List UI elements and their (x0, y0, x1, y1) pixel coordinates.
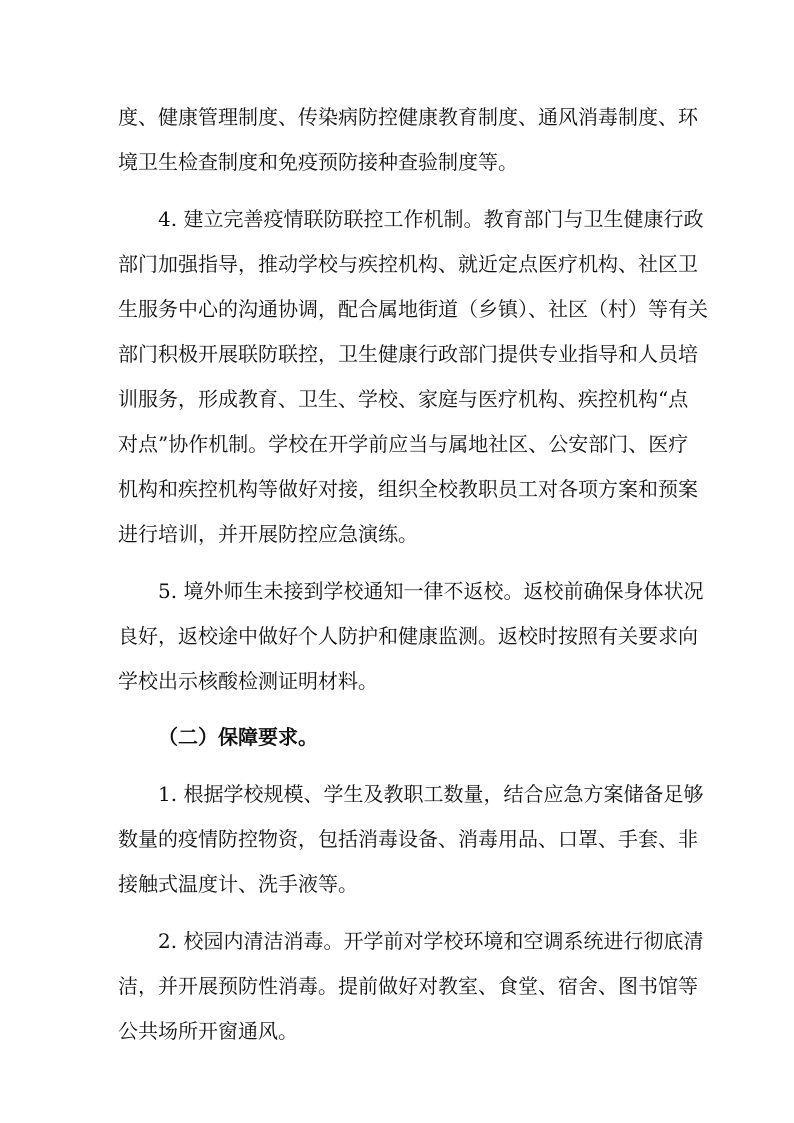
paragraph-line: 境卫生检查制度和免疫预防接种查验制度等。 (118, 150, 518, 174)
paragraph-line: 1. 根据学校规模、学生及教职工数量，结合应急方案储备足够 (158, 782, 704, 806)
paragraph-line: 度、健康管理制度、传染病防控健康教育制度、通风消毒制度、环 (118, 105, 698, 129)
paragraph-line: 洁，并开展预防性消毒。提前做好对教室、食堂、宿舍、图书馆等 (118, 974, 698, 998)
paragraph-line: 2. 校园内清洁消毒。开学前对学校环境和空调系统进行彻底清 (158, 929, 704, 953)
paragraph-line: 良好，返校途中做好个人防护和健康监测。返校时按照有关要求向 (118, 624, 698, 648)
paragraph-line: 进行培训，并开展防控应急演练。 (118, 522, 418, 546)
paragraph-line: 4. 建立完善疫情联防联控工作机制。教育部门与卫生健康行政 (158, 207, 704, 231)
paragraph-line: 学校出示核酸检测证明材料。 (118, 669, 378, 693)
paragraph-line: 部门加强指导，推动学校与疾控机构、就近定点医疗机构、社区卫 (118, 252, 698, 276)
paragraph-line: 接触式温度计、洗手液等。 (118, 872, 358, 896)
section-heading: （二）保障要求。 (158, 725, 318, 749)
paragraph-line: 对点”协作机制。学校在开学前应当与属地社区、公安部门、医疗 (118, 432, 689, 456)
paragraph-line: 部门积极开展联防联控，卫生健康行政部门提供专业指导和人员培 (118, 342, 698, 366)
paragraph-line: 公共场所开窗通风。 (118, 1019, 298, 1043)
paragraph-line: 数量的疫情防控物资，包括消毒设备、消毒用品、口罩、手套、非 (118, 827, 698, 851)
paragraph-line: 机构和疾控机构等做好对接，组织全校教职员工对各项方案和预案 (118, 477, 698, 501)
paragraph-line: 5. 境外师生未接到学校通知一律不返校。返校前确保身体状况 (158, 579, 704, 603)
paragraph-line: 训服务，形成教育、卫生、学校、家庭与医疗机构、疾控机构“点 (118, 387, 689, 411)
paragraph-line: 生服务中心的沟通协调，配合属地街道（乡镇）、社区（村）等有关 (118, 297, 708, 321)
